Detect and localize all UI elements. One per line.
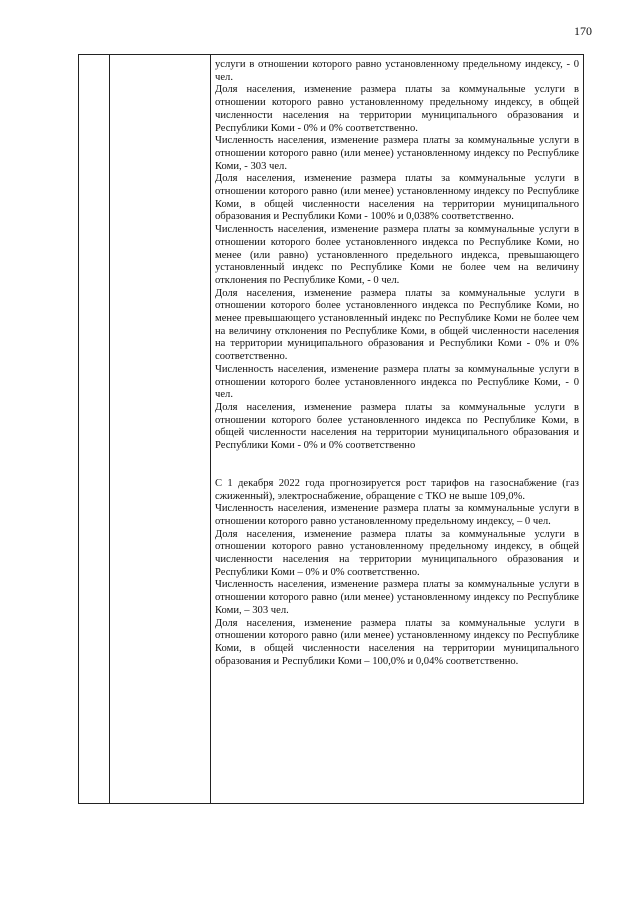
paragraph: Доля населения, изменение размера платы за коммунальные услуги в отношении которого равно (или менее) установленному индексу по Республике Коми, в общей численности населения на территории муниципального образования и Республики Коми - 100% и 0,038% соответственно.: [215, 173, 579, 223]
paragraph: услуги в отношении которого равно установленному предельному индексу, - 0 чел.: [215, 59, 579, 83]
paragraph: Доля населения, изменение размера платы за коммунальные услуги в отношении которого более установленного индекса по Республике Коми, в общей численности населения на территории муниципального образования и Республики Коми - 0% и 0% соответственно: [215, 401, 579, 452]
column-divider-2: [210, 55, 211, 803]
paragraph-gap: [215, 453, 579, 478]
paragraph: Доля населения, изменение размера платы за коммунальные услуги в отношении которого равно установленному предельному индексу, в общей численности населения на территории муниципального образования и Республики Коми – 0% и 0% соответственно.: [215, 528, 579, 578]
paragraph: Доля населения, изменение размера платы за коммунальные услуги в отношении которого более установленного индекса по Республике Коми, но менее превышающего установленный индекс по Республике Коми не более чем на величину отклонения по Республике Коми, в общей численности населения на территории муниципального образования и Республики Коми - 0% и 0% соответственно.: [215, 287, 579, 363]
table-cell-text: [215, 59, 579, 801]
document-table: [78, 54, 584, 804]
paragraph: Численность населения, изменение размера платы за коммунальные услуги в отношении которого равно (или менее) установленному индексу по Республике Коми, - 303 чел.: [215, 135, 579, 172]
page-number: 170: [574, 24, 592, 38]
paragraph: С 1 декабря 2022 года прогнозируется рост тарифов на газоснабжение (газ сжиженный), электроснабжение, обращение с ТКО не выше 109,0%.: [215, 477, 579, 502]
paragraph: Доля населения, изменение размера платы за коммунальные услуги в отношении которого равно установленному предельному индексу, в общей численности населения на территории муниципального образования и Республики Коми - 0% и 0% соответственно.: [215, 84, 579, 134]
paragraph: Численность населения, изменение размера платы за коммунальные услуги в отношении которого равно установленному предельному индексу, – 0 чел.: [215, 503, 579, 527]
paragraph: Доля населения, изменение размера платы за коммунальные услуги в отношении которого равно (или менее) установленному индексу по Республике Коми, в общей численности населения на территории муниципального образования и Республики Коми – 100,0% и 0,04% соответственно.: [215, 617, 579, 667]
paragraph: Численность населения, изменение размера платы за коммунальные услуги в отношении которого более установленного индекса по Республике Коми, но менее (или равно) установленного предельного индекса, превышающего установленный индекс по Республике Коми не более чем на величину отклонения по Республике Коми, - 0 чел.: [215, 224, 579, 286]
paragraph: Численность населения, изменение размера платы за коммунальные услуги в отношении которого более установленного индекса по Республике Коми, - 0 чел.: [215, 363, 579, 401]
column-divider-1: [109, 55, 110, 803]
paragraph: Численность населения, изменение размера платы за коммунальные услуги в отношении которого равно (или менее) установленному индексу по Республике Коми, – 303 чел.: [215, 579, 579, 616]
